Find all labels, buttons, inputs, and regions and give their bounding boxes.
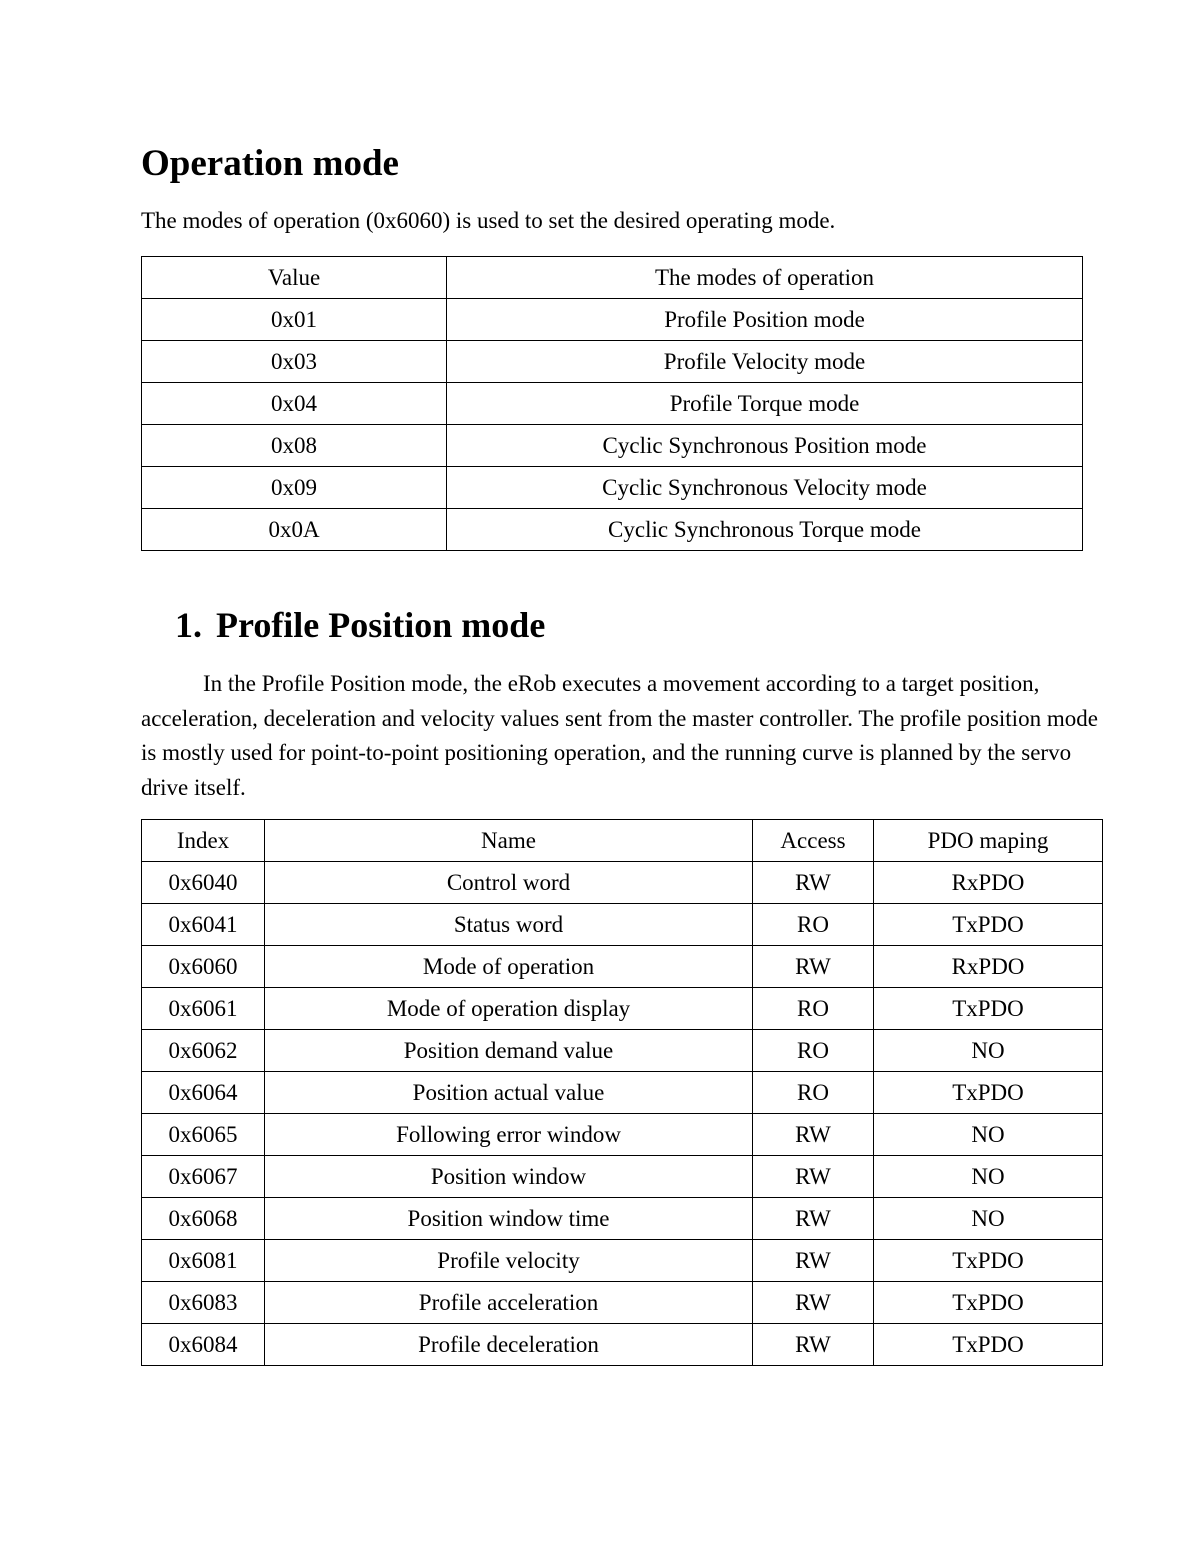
section-number: 1. [175,605,202,645]
section-title-profile-position [175,604,545,646]
table-cell: RO [753,1072,874,1114]
table-cell: 0x09 [142,467,447,509]
table-cell: RW [753,1324,874,1366]
table-cell: TxPDO [874,1282,1103,1324]
table-cell: Profile acceleration [265,1282,753,1324]
table-row [142,299,1083,341]
section-title-text: Profile Position mode [216,605,546,645]
table-cell: Cyclic Synchronous Position mode [447,425,1083,467]
header-cell: Name [265,820,753,862]
table-cell: 0x0A [142,509,447,551]
table-cell: 0x6083 [142,1282,265,1324]
table-cell: 0x6041 [142,904,265,946]
table-cell: Profile deceleration [265,1324,753,1366]
table-cell: 0x6060 [142,946,265,988]
table-cell: 0x6061 [142,988,265,1030]
table-cell: RW [753,862,874,904]
table-cell: 0x08 [142,425,447,467]
table-row [142,862,1103,904]
header-cell: The modes of operation [447,257,1083,299]
table-cell: Profile Position mode [447,299,1083,341]
table-cell: 0x6040 [142,862,265,904]
table-cell: RO [753,1030,874,1072]
table-cell: Profile Velocity mode [447,341,1083,383]
table-row [142,1114,1103,1156]
table-cell: Mode of operation display [265,988,753,1030]
table-cell: NO [874,1198,1103,1240]
table-cell: Profile velocity [265,1240,753,1282]
table-cell: RW [753,1198,874,1240]
header-cell: Access [753,820,874,862]
table-cell: TxPDO [874,904,1103,946]
table-cell: Position window time [265,1198,753,1240]
table-cell: RW [753,946,874,988]
header-cell: PDO maping [874,820,1103,862]
table-cell: Cyclic Synchronous Velocity mode [447,467,1083,509]
table-row [142,1072,1103,1114]
table-cell: Position window [265,1156,753,1198]
table-cell: RW [753,1240,874,1282]
table-row [142,509,1083,551]
table-cell: TxPDO [874,1324,1103,1366]
table-cell: 0x6068 [142,1198,265,1240]
table-cell: Position demand value [265,1030,753,1072]
table-cell: Profile Torque mode [447,383,1083,425]
table-row [142,1198,1103,1240]
table-cell: 0x6062 [142,1030,265,1072]
header-cell: Index [142,820,265,862]
table-row [142,1282,1103,1324]
table-cell: 0x03 [142,341,447,383]
table-cell: TxPDO [874,1240,1103,1282]
table-cell: Cyclic Synchronous Torque mode [447,509,1083,551]
modes-of-operation-table [141,256,1083,551]
table-cell: Status word [265,904,753,946]
table-cell: Following error window [265,1114,753,1156]
table-cell: TxPDO [874,988,1103,1030]
table-cell: RxPDO [874,946,1103,988]
operation-mode-intro: The modes of operation (0x6060) is used to set the desired operating mode. [141,208,836,233]
table-row [142,467,1083,509]
table-cell: Control word [265,862,753,904]
table-header-row [142,820,1103,862]
table-cell: RO [753,904,874,946]
table-row [142,1030,1103,1072]
table-cell: Position actual value [265,1072,753,1114]
profile-position-objects-table [141,819,1103,1366]
table-row [142,425,1083,467]
table-cell: Mode of operation [265,946,753,988]
table-cell: 0x6081 [142,1240,265,1282]
table-cell: 0x6064 [142,1072,265,1114]
section-title-operation-mode: Operation mode [141,143,399,184]
table-cell: RxPDO [874,862,1103,904]
table-row [142,988,1103,1030]
table-cell: 0x6084 [142,1324,265,1366]
table-cell: 0x6065 [142,1114,265,1156]
table-cell: RW [753,1156,874,1198]
table-row [142,1240,1103,1282]
table-cell: 0x04 [142,383,447,425]
table-row [142,904,1103,946]
table-cell: NO [874,1156,1103,1198]
table-row [142,341,1083,383]
table-cell: NO [874,1114,1103,1156]
table-cell: NO [874,1030,1103,1072]
table-cell: 0x01 [142,299,447,341]
table-row [142,1156,1103,1198]
table-cell: TxPDO [874,1072,1103,1114]
table-cell: RW [753,1282,874,1324]
table-header-row [142,257,1083,299]
table-cell: RW [753,1114,874,1156]
table-cell: RO [753,988,874,1030]
header-cell: Value [142,257,447,299]
table-row [142,383,1083,425]
profile-position-paragraph: In the Profile Position mode, the eRob executes a movement according to a target position, acceleration, deceleration and velocity values sent from the master controller. The profile position mode is mostly used for point-to-point positioning operation, and the running curve is planned by the servo drive itself. [141,671,1098,800]
table-row [142,946,1103,988]
table-row [142,1324,1103,1366]
table-cell: 0x6067 [142,1156,265,1198]
